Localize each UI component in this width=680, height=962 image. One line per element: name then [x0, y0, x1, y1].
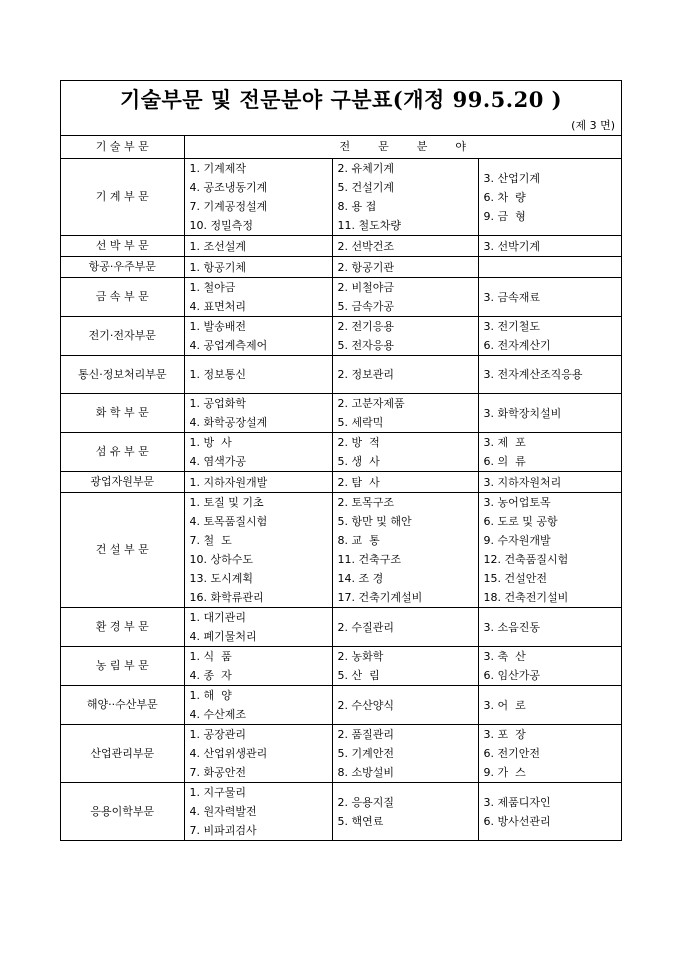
table-row: [61, 356, 621, 394]
field-cell: [184, 356, 332, 394]
field-cell: [332, 278, 478, 317]
field-item: 1. 발송배전: [189, 320, 246, 333]
dept-cell: 광업자원부문: [61, 472, 184, 493]
table-row: [61, 472, 621, 493]
field-item: 3. 제 포: [483, 436, 526, 449]
dept-cell: 산업관리부문: [61, 725, 184, 783]
field-cell: [478, 608, 621, 647]
header-dept: 기 술 부 문: [61, 136, 184, 159]
document-title: 기술부문 및 전문분야 구분표(개정 99.5.20 ): [119, 87, 563, 112]
field-cell: [478, 394, 621, 433]
dept-cell: 농 림 부 문: [61, 647, 184, 686]
field-cell: [332, 647, 478, 686]
table-row: [61, 725, 621, 783]
field-item: 4. 염색가공: [189, 455, 246, 468]
field-cell: [332, 608, 478, 647]
field-item: 6. 전기안전: [483, 747, 540, 760]
field-item: 1. 토질 및 기초: [189, 496, 264, 509]
field-cell: [332, 493, 478, 608]
field-item: 3. 산업기계: [483, 171, 540, 185]
field-item: 2. 수산양식: [337, 698, 394, 712]
field-item: 3. 화학장치설비: [483, 406, 562, 420]
field-item: 3. 제품디자인: [483, 795, 551, 809]
table-row: [61, 257, 621, 278]
field-item: 1. 방 사: [189, 436, 232, 449]
field-item: 1. 해 양: [189, 689, 232, 702]
field-item: 5. 금속가공: [337, 300, 394, 313]
field-item: 5. 핵연료: [337, 814, 384, 828]
header-fields: 전 문 분 야: [184, 136, 621, 159]
field-item: 10. 정밀측정: [189, 219, 253, 232]
field-item: 7. 기계공정설계: [189, 200, 268, 213]
field-item: 5. 산 림: [337, 669, 380, 682]
field-cell: [184, 647, 332, 686]
field-cell: [478, 317, 621, 356]
field-item: 2. 정보관리: [337, 368, 394, 381]
field-item: 2. 비철야금: [337, 281, 394, 294]
field-item: 2. 수질관리: [337, 620, 394, 634]
table-row: [61, 278, 621, 317]
field-item: 4. 수산제조: [189, 708, 246, 721]
field-cell: [332, 257, 478, 278]
dept-cell: 섬 유 부 문: [61, 433, 184, 472]
field-cell: [332, 317, 478, 356]
field-item: 16. 화학류관리: [189, 591, 264, 604]
field-item: 1. 지하자원개발: [189, 475, 268, 489]
page-number: (제 3 면): [571, 119, 615, 132]
field-item: 1. 기계제작: [189, 162, 246, 175]
dept-cell: 전기·전자부문: [61, 317, 184, 356]
field-cell: [184, 317, 332, 356]
field-item: 1. 대기관리: [189, 611, 246, 624]
table-row: [61, 433, 621, 472]
dept-cell: 금 속 부 문: [61, 278, 184, 317]
field-item: 7. 철 도: [189, 534, 232, 547]
field-item: 2. 응용지질: [337, 795, 394, 809]
field-item: 2. 품질관리: [337, 728, 394, 741]
field-cell: [332, 783, 478, 841]
field-cell: [478, 647, 621, 686]
field-item: 13. 도시계획: [189, 572, 253, 585]
field-item: 5. 전자응용: [337, 339, 394, 352]
field-item: 7. 화공안전: [189, 766, 246, 779]
field-item: 2. 방 적: [337, 436, 380, 449]
field-item: 6. 차 량: [483, 190, 526, 204]
field-item: 2. 토목구조: [337, 496, 394, 509]
field-item: 6. 전자계산기: [483, 339, 551, 352]
dept-cell: 해양··수산부문: [61, 686, 184, 725]
field-item: 3. 선박기계: [483, 239, 540, 253]
field-item: 1. 항공기체: [189, 260, 246, 274]
field-cell: [478, 472, 621, 493]
table-row: [61, 783, 621, 841]
field-item: 8. 용 접: [337, 200, 377, 213]
field-cell: [184, 608, 332, 647]
field-cell: [478, 493, 621, 608]
field-cell: [184, 257, 332, 278]
field-cell: [332, 472, 478, 493]
dept-cell: 건 설 부 문: [61, 493, 184, 608]
field-item: 4. 화학공장설계: [189, 416, 268, 429]
field-item: 4. 공업계측제어: [189, 339, 268, 352]
field-cell: [478, 433, 621, 472]
field-cell: [184, 159, 332, 236]
field-item: 2. 고분자제품: [337, 397, 405, 410]
dept-cell: 통신·정보처리부문: [61, 356, 184, 394]
field-item: 4. 산업위생관리: [189, 747, 268, 760]
field-item: 5. 생 사: [337, 455, 380, 468]
field-cell: [478, 278, 621, 317]
field-cell: [184, 278, 332, 317]
field-item: 5. 세락믹: [337, 416, 384, 429]
field-cell: [478, 159, 621, 236]
field-item: 11. 철도차량: [337, 219, 401, 232]
field-item: 5. 항만 및 해안: [337, 515, 412, 528]
field-item: 1. 철야금: [189, 281, 236, 294]
field-cell: [184, 433, 332, 472]
field-item: 3. 축 산: [483, 650, 526, 663]
field-item: 18. 건축전기설비: [483, 591, 569, 604]
field-item: 3. 소음진동: [483, 620, 540, 634]
field-item: 4. 폐기물처리: [189, 630, 257, 643]
table-row: [61, 317, 621, 356]
field-item: 9. 금 형: [483, 209, 526, 223]
field-item: 7. 비파괴검사: [189, 824, 257, 837]
field-cell: [332, 433, 478, 472]
classification-document: [60, 80, 622, 841]
table-row: [61, 236, 621, 257]
field-cell: [478, 257, 621, 278]
field-cell: [478, 356, 621, 394]
field-item: 4. 토목품질시험: [189, 515, 268, 528]
field-item: 17. 건축기계설비: [337, 591, 423, 604]
field-cell: [184, 236, 332, 257]
field-item: 8. 소방설비: [337, 766, 394, 779]
field-item: 3. 포 장: [483, 728, 526, 741]
field-item: 3. 전자계산조직응용: [483, 368, 583, 381]
field-item: 4. 공조냉동기계: [189, 181, 268, 194]
dept-cell: 응용이학부문: [61, 783, 184, 841]
field-item: 1. 공업화학: [189, 397, 246, 410]
field-cell: [184, 686, 332, 725]
field-cell: [184, 783, 332, 841]
table-row: [61, 493, 621, 608]
field-item: 2. 농화학: [337, 650, 384, 663]
field-item: 1. 공장관리: [189, 728, 246, 741]
field-item: 1. 조선설계: [189, 239, 246, 253]
field-cell: [332, 394, 478, 433]
classification-table: [61, 135, 621, 840]
field-item: 10. 상하수도: [189, 553, 253, 566]
field-cell: [478, 783, 621, 841]
field-cell: [332, 725, 478, 783]
dept-cell: 기 계 부 문: [61, 159, 184, 236]
field-cell: [332, 356, 478, 394]
field-item: 1. 식 품: [189, 650, 232, 663]
field-item: 1. 지구물리: [189, 786, 246, 799]
field-item: 4. 표면처리: [189, 300, 246, 313]
field-item: 6. 방사선관리: [483, 814, 551, 828]
field-item: 3. 금속재료: [483, 290, 540, 304]
dept-cell: 항공·우주부문: [61, 257, 184, 278]
field-item: 4. 원자력발전: [189, 805, 257, 818]
dept-cell: 환 경 부 문: [61, 608, 184, 647]
table-header-row: [61, 136, 621, 159]
table-row: [61, 686, 621, 725]
field-item: 6. 도로 및 공항: [483, 515, 558, 528]
field-item: 9. 수자원개발: [483, 534, 551, 547]
field-item: 3. 농어업토목: [483, 496, 551, 509]
field-cell: [184, 725, 332, 783]
field-item: 3. 전기철도: [483, 320, 540, 333]
table-row: [61, 608, 621, 647]
field-cell: [478, 725, 621, 783]
field-cell: [184, 493, 332, 608]
field-item: 14. 조 경: [337, 572, 384, 585]
field-cell: [332, 686, 478, 725]
field-item: 3. 지하자원처리: [483, 475, 562, 489]
field-item: 8. 교 통: [337, 534, 380, 547]
field-item: 2. 선박건조: [337, 239, 394, 253]
field-item: 6. 의 류: [483, 455, 526, 468]
dept-cell: 화 학 부 문: [61, 394, 184, 433]
field-cell: [332, 159, 478, 236]
field-cell: [478, 686, 621, 725]
table-row: [61, 394, 621, 433]
field-item: 2. 항공기관: [337, 260, 394, 274]
field-item: 2. 전기응용: [337, 320, 394, 333]
table-row: [61, 647, 621, 686]
dept-cell: 선 박 부 문: [61, 236, 184, 257]
field-cell: [332, 236, 478, 257]
field-cell: [478, 236, 621, 257]
field-item: 4. 종 자: [189, 669, 232, 682]
field-cell: [184, 472, 332, 493]
table-row: [61, 159, 621, 236]
field-item: 9. 가 스: [483, 766, 526, 779]
field-item: 5. 건설기계: [337, 181, 394, 194]
field-cell: [184, 394, 332, 433]
field-item: 6. 임산가공: [483, 669, 540, 682]
field-item: 2. 유체기계: [337, 162, 394, 175]
field-item: 12. 건축품질시험: [483, 553, 569, 566]
field-item: 1. 정보통신: [189, 368, 246, 381]
field-item: 5. 기계안전: [337, 747, 394, 760]
field-item: 3. 어 로: [483, 698, 526, 712]
field-item: 15. 건설안전: [483, 572, 547, 585]
field-item: 2. 탐 사: [337, 475, 380, 489]
field-item: 11. 건축구조: [337, 553, 401, 566]
